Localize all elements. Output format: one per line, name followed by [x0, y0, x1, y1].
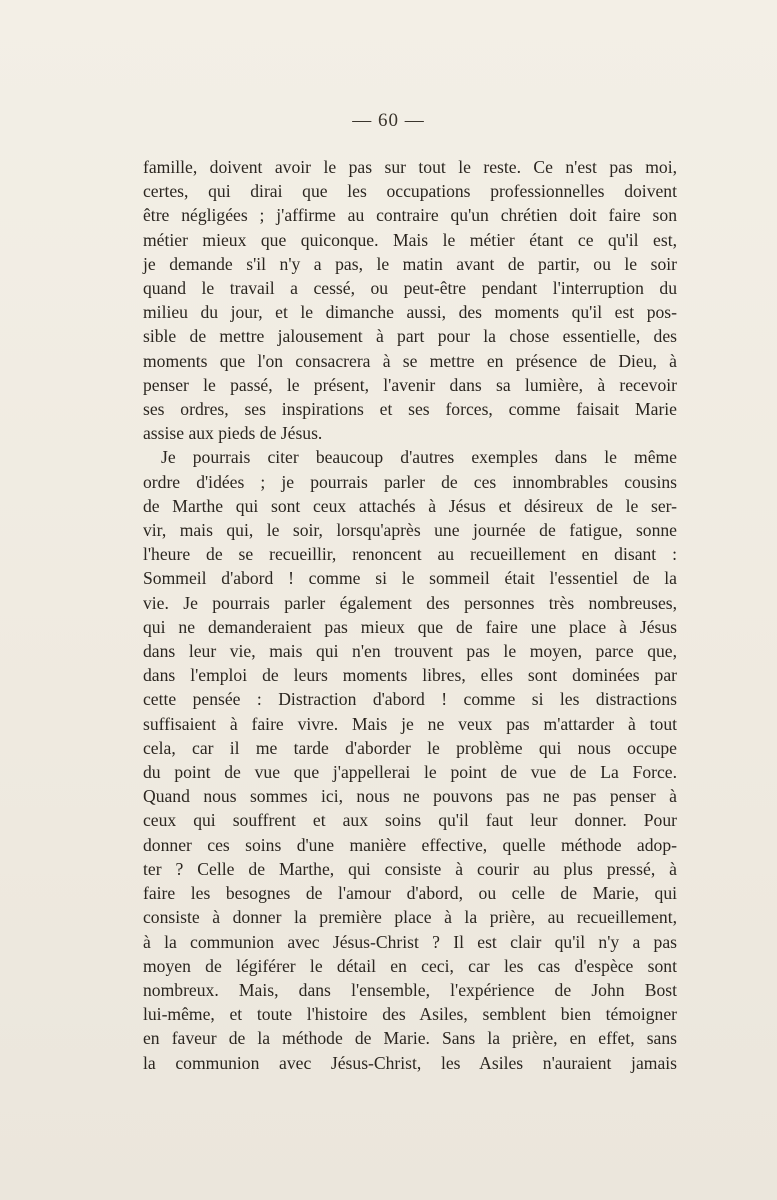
page-number: — 60 — [352, 110, 425, 131]
text-line: je demande s'il n'y a pas, le matin avant de partir, ou le soir [143, 253, 677, 274]
text-line: être négligées ; j'affirme au contraire qu'un chrétien doit faire son [143, 205, 677, 226]
text-line: consiste à donner la première place à la prière, au recueillement, [143, 907, 677, 928]
text-line: donner ces soins d'une manière effective, quelle méthode adop- [143, 834, 677, 855]
text-line: ordre d'idées ; je pourrais parler de ces innombrables cousins [143, 471, 677, 492]
body-text [143, 155, 677, 1075]
text-line: suffisaient à faire vivre. Mais je ne veux pas m'attarder à tout [143, 713, 677, 734]
text-line: moments que l'on consacrera à se mettre en présence de Dieu, à [143, 350, 677, 371]
text-line: en faveur de la méthode de Marie. Sans la prière, en effet, sans [143, 1028, 677, 1049]
text-line: dans leur vie, mais qui n'en trouvent pas le moyen, parce que, [143, 641, 677, 662]
text-line: milieu du jour, et le dimanche aussi, des moments qu'il est pos- [143, 302, 677, 323]
text-line: assise aux pieds de Jésus. [143, 423, 323, 444]
text-line: cette pensée : Distraction d'abord ! comme si les distractions [143, 689, 677, 710]
text-line: métier mieux que quiconque. Mais le métier étant ce qu'il est, [143, 229, 677, 250]
text-line: nombreux. Mais, dans l'ensemble, l'expérience de John Bost [143, 979, 677, 1000]
text-line: qui ne demanderaient pas mieux que de faire une place à Jésus [143, 616, 677, 637]
text-line: cela, car il me tarde d'aborder le problème qui nous occupe [143, 737, 677, 758]
text-line: Quand nous sommes ici, nous ne pouvons pas ne pas penser à [143, 786, 677, 807]
text-line: ter ? Celle de Marthe, qui consiste à courir au plus pressé, à [143, 858, 677, 879]
text-line: du point de vue que j'appellerai le point de vue de La Force. [143, 762, 677, 783]
text-line: sible de mettre jalousement à part pour la chose essentielle, des [143, 326, 677, 347]
text-line: Sommeil d'abord ! comme si le sommeil était l'essentiel de la [143, 568, 677, 589]
text-line: la communion avec Jésus-Christ, les Asiles n'auraient jamais [143, 1052, 677, 1073]
text-line: faire les besognes de l'amour d'abord, ou celle de Marie, qui [143, 883, 677, 904]
text-line: ses ordres, ses inspirations et ses forces, comme faisait Marie [143, 399, 677, 420]
text-line: ceux qui souffrent et aux soins qu'il faut leur donner. Pour [143, 810, 677, 831]
text-line: famille, doivent avoir le pas sur tout le reste. Ce n'est pas moi, [143, 157, 677, 177]
text-line: l'heure de se recueillir, renoncent au recueillement en disant : [143, 544, 677, 565]
text-line: certes, qui dirai que les occupations professionnelles doivent [143, 181, 677, 202]
text-line: penser le passé, le présent, l'avenir dans sa lumière, à recevoir [143, 374, 677, 395]
text-line: Je pourrais citer beaucoup d'autres exemples dans le même [161, 447, 677, 468]
text-line: à la communion avec Jésus-Christ ? Il est clair qu'il n'y a pas [143, 931, 677, 952]
text-line: de Marthe qui sont ceux attachés à Jésus et désireux de le ser- [143, 495, 677, 516]
text-line: dans l'emploi de leurs moments libres, elles sont dominées par [143, 665, 677, 686]
text-line: quand le travail a cessé, ou peut-être pendant l'interruption du [143, 278, 677, 299]
text-line: vie. Je pourrais parler également des personnes très nombreuses, [143, 592, 677, 613]
text-line: moyen de légiférer le détail en ceci, car les cas d'espèce sont [143, 955, 677, 976]
text-line: vir, mais qui, le soir, lorsqu'après une journée de fatigue, sonne [143, 520, 677, 541]
text-line: lui-même, et toute l'histoire des Asiles, semblent bien témoigner [143, 1004, 677, 1025]
